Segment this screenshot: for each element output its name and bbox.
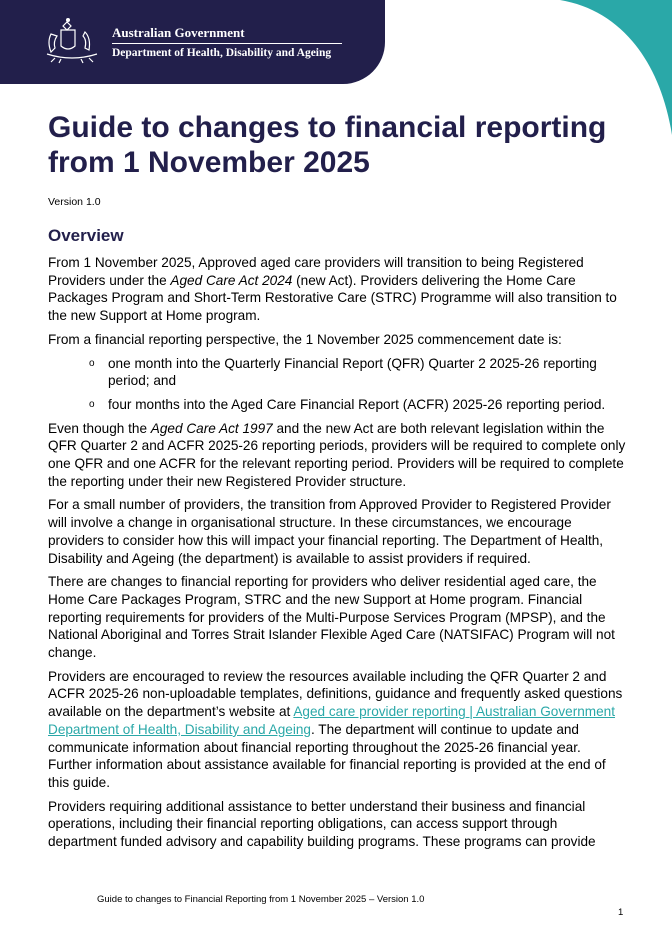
section-heading-overview: Overview: [48, 226, 124, 245]
p1-text-a: From 1 November 2025, Approved aged care providers will transition to being Registered Providers under the: [48, 255, 584, 288]
paragraph-4: For a small number of providers, the transition from Approved Provider to Registered Provider will involve a change in organisational structure. In these circumstances, we encourage providers to consider how this will impact your financial reporting. The Department of Health, Disability and Ageing (the department) is available to assist providers if required.: [48, 497, 611, 566]
p6-text-a: Providers are encouraged to review the resources available including the QFR Quarter 2 and ACFR 2025-26 non-uploadable templates, definitions, guidance and frequently asked questions available on the department’s website at: [48, 668, 623, 720]
paragraph-1: [48, 254, 628, 325]
list-item: [48, 396, 628, 414]
p3-act-name: Aged Care Act 1997: [150, 420, 273, 436]
bullet-list: [48, 355, 628, 414]
p1-act-name: Aged Care Act 2024: [170, 272, 293, 288]
p3-text-a: Even though the: [48, 420, 151, 436]
government-wordmark: [112, 25, 332, 59]
coat-of-arms-icon: [41, 14, 103, 64]
p6-text-b: . The department will continue to update and communicate information about financial reporting throughout the 2025-26 financial year. Further information about assistance available for financial reporting is provided at the end of this guide.: [48, 721, 606, 790]
hollow-circle-bullet-icon: o: [89, 357, 95, 369]
bullet-text-1: one month into the Quarterly Financial Report (QFR) Quarter 2 2025-26 reporting period; and: [108, 355, 597, 389]
page-footer: Guide to changes to Financial Reporting from 1 November 2025 – Version 1.0: [97, 894, 425, 905]
hollow-circle-bullet-icon: o: [89, 398, 95, 410]
paragraph-2: From a financial reporting perspective, the 1 November 2025 commencement date is:: [48, 331, 562, 347]
paragraph-3: [48, 420, 628, 491]
page-number: 1: [618, 907, 624, 918]
bullet-text-2: four months into the Aged Care Financial Report (ACFR) 2025-26 reporting period.: [108, 396, 606, 412]
department-name: Department of Health, Disability and Ageing: [112, 47, 332, 59]
document-title: Guide to changes to financial reporting from 1 November 2025: [48, 111, 607, 179]
government-header-band: [0, 0, 385, 84]
provider-reporting-link[interactable]: Aged care provider reporting | Australian Government Department of Health, Disability and Ageing: [48, 704, 616, 737]
paragraph-7: Providers requiring additional assistance to better understand their business and financial operations, including their financial reporting obligations, can access support through department funded advisory and capability building programs. These programs can provide: [48, 798, 596, 850]
p3-text-b: and the new Act are both relevant legislation within the QFR Quarter 2 and ACFR 2025-26 reporting periods, providers will be required to complete only one QFR and one ACFR for the relevant reporting period. Providers will be required to complete the reporting under their new Registered Provider structure.: [48, 420, 626, 489]
p1-text-b: (new Act). Providers delivering the Home Care Packages Program and Short-Term Restorative Care (STRC) Programme will also transition to the new Support at Home program.: [48, 272, 617, 324]
paragraph-6: [48, 668, 628, 792]
paragraph-5: There are changes to financial reporting for providers who deliver residential aged care, the Home Care Packages Program, STRC and the new Support at Home program. Financial reporting requirements for providers of the Multi-Purpose Services Program (MPSP), and the National Aboriginal and Torres Strait Islander Flexible Aged Care (NATSIFAC) Program will not change.: [48, 574, 615, 661]
wordmark-divider: [112, 43, 342, 44]
version-label: Version 1.0: [48, 196, 101, 208]
gov-line-1: Australian Government: [112, 25, 245, 40]
document-body: [48, 254, 628, 857]
list-item: [48, 355, 628, 390]
